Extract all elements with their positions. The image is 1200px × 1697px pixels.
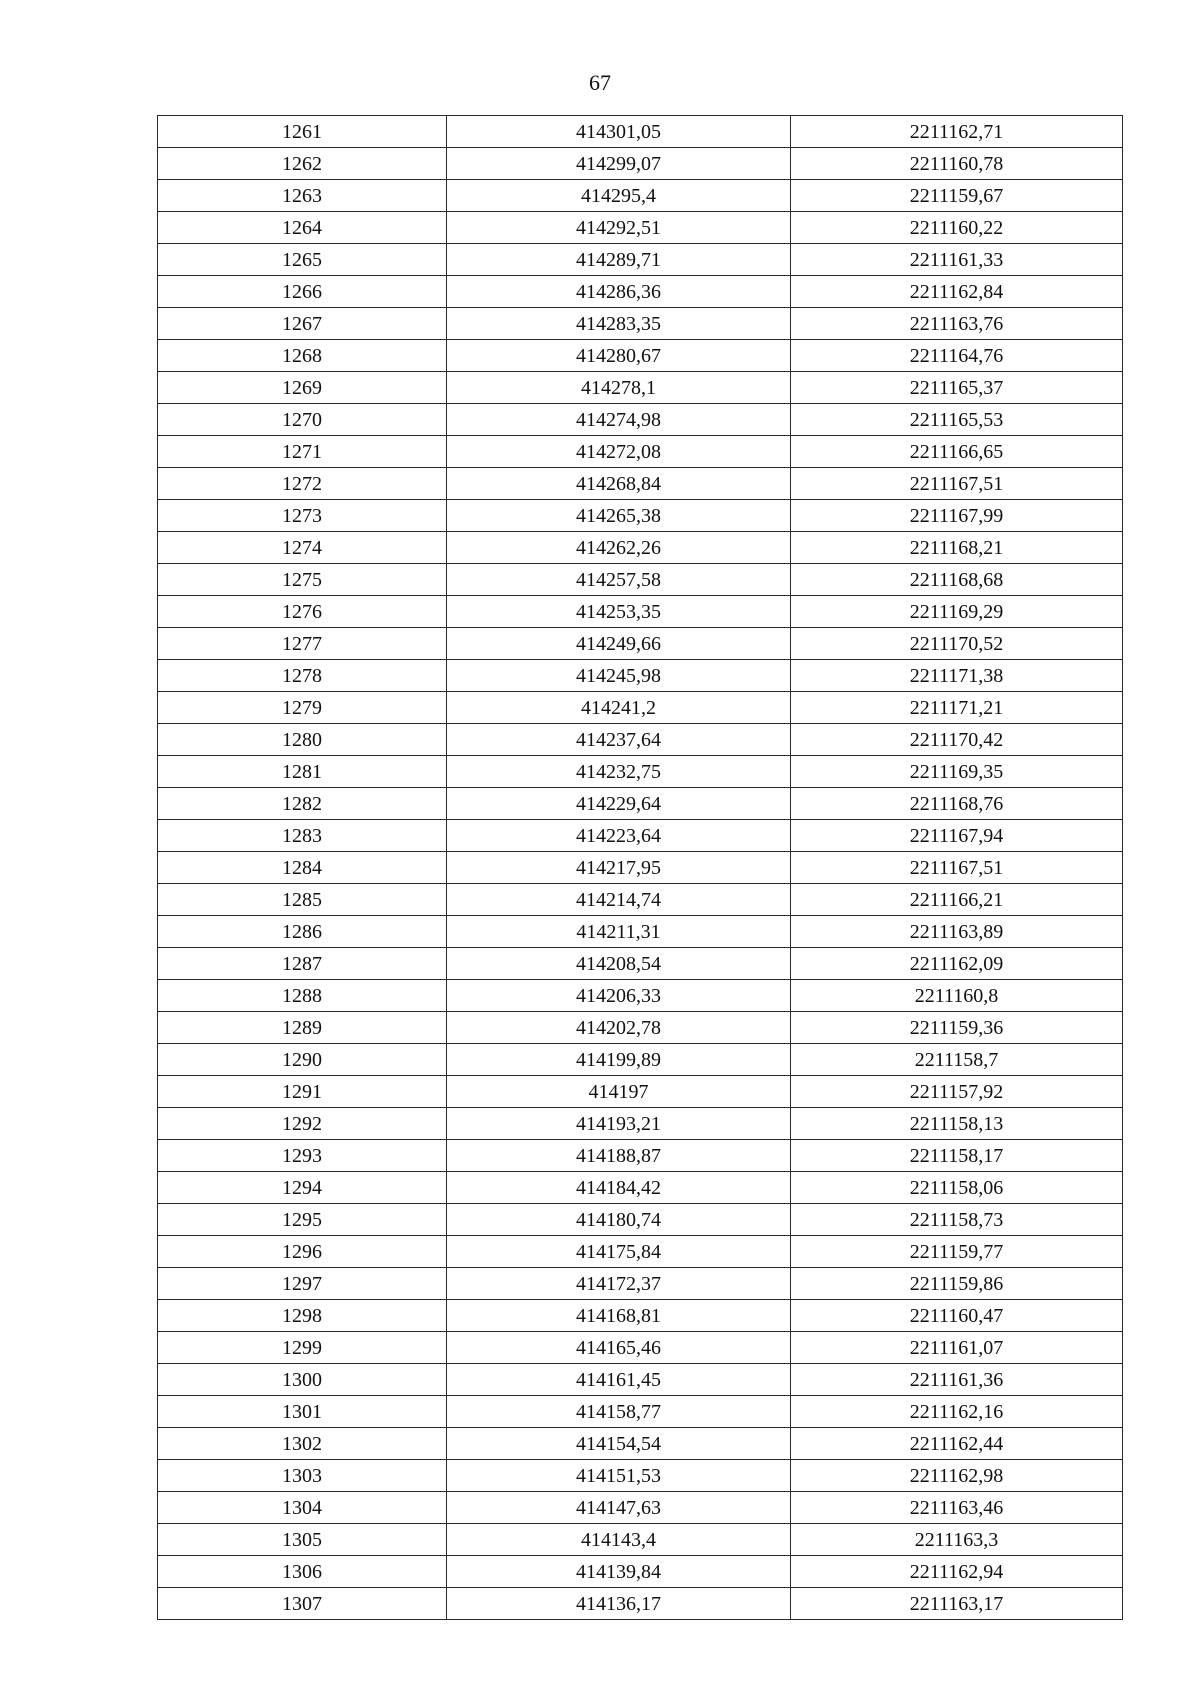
point-number-cell: 1289 — [158, 1012, 447, 1044]
table-row — [158, 724, 1123, 756]
point-number-cell: 1288 — [158, 980, 447, 1012]
y-coordinate-cell: 2211162,98 — [791, 1460, 1123, 1492]
y-coordinate-cell: 2211162,94 — [791, 1556, 1123, 1588]
point-number-cell: 1271 — [158, 436, 447, 468]
point-number-cell: 1274 — [158, 532, 447, 564]
y-coordinate-cell: 2211169,35 — [791, 756, 1123, 788]
x-coordinate-cell: 414151,53 — [447, 1460, 791, 1492]
x-coordinate-cell: 414241,2 — [447, 692, 791, 724]
point-number-cell: 1305 — [158, 1524, 447, 1556]
table-row — [158, 628, 1123, 660]
point-number-cell: 1262 — [158, 148, 447, 180]
y-coordinate-cell: 2211171,38 — [791, 660, 1123, 692]
y-coordinate-cell: 2211163,3 — [791, 1524, 1123, 1556]
table-row — [158, 244, 1123, 276]
y-coordinate-cell: 2211158,17 — [791, 1140, 1123, 1172]
y-coordinate-cell: 2211159,77 — [791, 1236, 1123, 1268]
point-number-cell: 1307 — [158, 1588, 447, 1620]
table-row — [158, 372, 1123, 404]
x-coordinate-cell: 414253,35 — [447, 596, 791, 628]
table-row — [158, 1044, 1123, 1076]
table-row — [158, 468, 1123, 500]
y-coordinate-cell: 2211163,17 — [791, 1588, 1123, 1620]
point-number-cell: 1303 — [158, 1460, 447, 1492]
table-row — [158, 1396, 1123, 1428]
point-number-cell: 1284 — [158, 852, 447, 884]
x-coordinate-cell: 414301,05 — [447, 116, 791, 148]
point-number-cell: 1296 — [158, 1236, 447, 1268]
table-row — [158, 916, 1123, 948]
y-coordinate-cell: 2211170,52 — [791, 628, 1123, 660]
x-coordinate-cell: 414168,81 — [447, 1300, 791, 1332]
table-row — [158, 1172, 1123, 1204]
point-number-cell: 1278 — [158, 660, 447, 692]
y-coordinate-cell: 2211158,7 — [791, 1044, 1123, 1076]
point-number-cell: 1306 — [158, 1556, 447, 1588]
point-number-cell: 1263 — [158, 180, 447, 212]
table-row — [158, 1076, 1123, 1108]
point-number-cell: 1290 — [158, 1044, 447, 1076]
y-coordinate-cell: 2211162,84 — [791, 276, 1123, 308]
point-number-cell: 1291 — [158, 1076, 447, 1108]
point-number-cell: 1298 — [158, 1300, 447, 1332]
x-coordinate-cell: 414199,89 — [447, 1044, 791, 1076]
page-number: 67 — [589, 70, 611, 95]
y-coordinate-cell: 2211162,09 — [791, 948, 1123, 980]
point-number-cell: 1272 — [158, 468, 447, 500]
y-coordinate-cell: 2211157,92 — [791, 1076, 1123, 1108]
x-coordinate-cell: 414136,17 — [447, 1588, 791, 1620]
y-coordinate-cell: 2211167,51 — [791, 468, 1123, 500]
coordinates-table — [157, 115, 1123, 1620]
table-row — [158, 276, 1123, 308]
table-row — [158, 1140, 1123, 1172]
y-coordinate-cell: 2211166,65 — [791, 436, 1123, 468]
coordinates-table-body — [158, 116, 1123, 1620]
table-row — [158, 1556, 1123, 1588]
y-coordinate-cell: 2211167,94 — [791, 820, 1123, 852]
y-coordinate-cell: 2211163,46 — [791, 1492, 1123, 1524]
table-row — [158, 884, 1123, 916]
y-coordinate-cell: 2211162,71 — [791, 116, 1123, 148]
x-coordinate-cell: 414280,67 — [447, 340, 791, 372]
x-coordinate-cell: 414184,42 — [447, 1172, 791, 1204]
point-number-cell: 1295 — [158, 1204, 447, 1236]
y-coordinate-cell: 2211160,47 — [791, 1300, 1123, 1332]
table-row — [158, 148, 1123, 180]
x-coordinate-cell: 414295,4 — [447, 180, 791, 212]
x-coordinate-cell: 414197 — [447, 1076, 791, 1108]
table-row — [158, 1300, 1123, 1332]
y-coordinate-cell: 2211160,22 — [791, 212, 1123, 244]
x-coordinate-cell: 414249,66 — [447, 628, 791, 660]
x-coordinate-cell: 414165,46 — [447, 1332, 791, 1364]
x-coordinate-cell: 414147,63 — [447, 1492, 791, 1524]
table-row — [158, 948, 1123, 980]
y-coordinate-cell: 2211161,36 — [791, 1364, 1123, 1396]
x-coordinate-cell: 414172,37 — [447, 1268, 791, 1300]
point-number-cell: 1301 — [158, 1396, 447, 1428]
y-coordinate-cell: 2211168,21 — [791, 532, 1123, 564]
table-row — [158, 596, 1123, 628]
y-coordinate-cell: 2211160,8 — [791, 980, 1123, 1012]
point-number-cell: 1299 — [158, 1332, 447, 1364]
point-number-cell: 1304 — [158, 1492, 447, 1524]
point-number-cell: 1287 — [158, 948, 447, 980]
y-coordinate-cell: 2211170,42 — [791, 724, 1123, 756]
point-number-cell: 1283 — [158, 820, 447, 852]
point-number-cell: 1281 — [158, 756, 447, 788]
x-coordinate-cell: 414217,95 — [447, 852, 791, 884]
y-coordinate-cell: 2211161,07 — [791, 1332, 1123, 1364]
point-number-cell: 1273 — [158, 500, 447, 532]
point-number-cell: 1269 — [158, 372, 447, 404]
y-coordinate-cell: 2211161,33 — [791, 244, 1123, 276]
y-coordinate-cell: 2211159,67 — [791, 180, 1123, 212]
y-coordinate-cell: 2211160,78 — [791, 148, 1123, 180]
y-coordinate-cell: 2211163,76 — [791, 308, 1123, 340]
y-coordinate-cell: 2211159,86 — [791, 1268, 1123, 1300]
y-coordinate-cell: 2211167,99 — [791, 500, 1123, 532]
x-coordinate-cell: 414208,54 — [447, 948, 791, 980]
y-coordinate-cell: 2211171,21 — [791, 692, 1123, 724]
x-coordinate-cell: 414188,87 — [447, 1140, 791, 1172]
point-number-cell: 1270 — [158, 404, 447, 436]
y-coordinate-cell: 2211162,16 — [791, 1396, 1123, 1428]
x-coordinate-cell: 414143,4 — [447, 1524, 791, 1556]
point-number-cell: 1267 — [158, 308, 447, 340]
point-number-cell: 1285 — [158, 884, 447, 916]
x-coordinate-cell: 414232,75 — [447, 756, 791, 788]
y-coordinate-cell: 2211158,06 — [791, 1172, 1123, 1204]
table-row — [158, 116, 1123, 148]
y-coordinate-cell: 2211158,73 — [791, 1204, 1123, 1236]
table-row — [158, 180, 1123, 212]
y-coordinate-cell: 2211159,36 — [791, 1012, 1123, 1044]
table-row — [158, 692, 1123, 724]
point-number-cell: 1266 — [158, 276, 447, 308]
x-coordinate-cell: 414272,08 — [447, 436, 791, 468]
table-row — [158, 852, 1123, 884]
table-row — [158, 1588, 1123, 1620]
x-coordinate-cell: 414257,58 — [447, 564, 791, 596]
table-row — [158, 820, 1123, 852]
x-coordinate-cell: 414245,98 — [447, 660, 791, 692]
table-row — [158, 404, 1123, 436]
table-row — [158, 1012, 1123, 1044]
x-coordinate-cell: 414211,31 — [447, 916, 791, 948]
point-number-cell: 1264 — [158, 212, 447, 244]
table-row — [158, 212, 1123, 244]
y-coordinate-cell: 2211168,76 — [791, 788, 1123, 820]
x-coordinate-cell: 414193,21 — [447, 1108, 791, 1140]
point-number-cell: 1302 — [158, 1428, 447, 1460]
point-number-cell: 1294 — [158, 1172, 447, 1204]
table-row — [158, 308, 1123, 340]
x-coordinate-cell: 414292,51 — [447, 212, 791, 244]
y-coordinate-cell: 2211166,21 — [791, 884, 1123, 916]
x-coordinate-cell: 414274,98 — [447, 404, 791, 436]
table-row — [158, 1460, 1123, 1492]
x-coordinate-cell: 414202,78 — [447, 1012, 791, 1044]
point-number-cell: 1275 — [158, 564, 447, 596]
x-coordinate-cell: 414154,54 — [447, 1428, 791, 1460]
y-coordinate-cell: 2211169,29 — [791, 596, 1123, 628]
x-coordinate-cell: 414262,26 — [447, 532, 791, 564]
x-coordinate-cell: 414175,84 — [447, 1236, 791, 1268]
x-coordinate-cell: 414268,84 — [447, 468, 791, 500]
x-coordinate-cell: 414283,35 — [447, 308, 791, 340]
table-row — [158, 1236, 1123, 1268]
x-coordinate-cell: 414206,33 — [447, 980, 791, 1012]
x-coordinate-cell: 414265,38 — [447, 500, 791, 532]
table-row — [158, 980, 1123, 1012]
table-row — [158, 788, 1123, 820]
y-coordinate-cell: 2211164,76 — [791, 340, 1123, 372]
point-number-cell: 1276 — [158, 596, 447, 628]
y-coordinate-cell: 2211162,44 — [791, 1428, 1123, 1460]
table-row — [158, 756, 1123, 788]
table-row — [158, 340, 1123, 372]
point-number-cell: 1261 — [158, 116, 447, 148]
point-number-cell: 1297 — [158, 1268, 447, 1300]
table-row — [158, 1428, 1123, 1460]
x-coordinate-cell: 414214,74 — [447, 884, 791, 916]
x-coordinate-cell: 414180,74 — [447, 1204, 791, 1236]
x-coordinate-cell: 414223,64 — [447, 820, 791, 852]
point-number-cell: 1279 — [158, 692, 447, 724]
table-row — [158, 564, 1123, 596]
y-coordinate-cell: 2211165,37 — [791, 372, 1123, 404]
x-coordinate-cell: 414299,07 — [447, 148, 791, 180]
table-row — [158, 532, 1123, 564]
table-row — [158, 500, 1123, 532]
table-row — [158, 660, 1123, 692]
table-row — [158, 1332, 1123, 1364]
x-coordinate-cell: 414139,84 — [447, 1556, 791, 1588]
point-number-cell: 1277 — [158, 628, 447, 660]
table-row — [158, 1524, 1123, 1556]
y-coordinate-cell: 2211165,53 — [791, 404, 1123, 436]
table-row — [158, 1364, 1123, 1396]
point-number-cell: 1280 — [158, 724, 447, 756]
point-number-cell: 1292 — [158, 1108, 447, 1140]
point-number-cell: 1265 — [158, 244, 447, 276]
point-number-cell: 1286 — [158, 916, 447, 948]
point-number-cell: 1300 — [158, 1364, 447, 1396]
y-coordinate-cell: 2211168,68 — [791, 564, 1123, 596]
x-coordinate-cell: 414158,77 — [447, 1396, 791, 1428]
table-row — [158, 1108, 1123, 1140]
table-row — [158, 436, 1123, 468]
x-coordinate-cell: 414237,64 — [447, 724, 791, 756]
x-coordinate-cell: 414229,64 — [447, 788, 791, 820]
point-number-cell: 1293 — [158, 1140, 447, 1172]
x-coordinate-cell: 414286,36 — [447, 276, 791, 308]
point-number-cell: 1282 — [158, 788, 447, 820]
x-coordinate-cell: 414161,45 — [447, 1364, 791, 1396]
x-coordinate-cell: 414289,71 — [447, 244, 791, 276]
point-number-cell: 1268 — [158, 340, 447, 372]
table-row — [158, 1492, 1123, 1524]
table-row — [158, 1268, 1123, 1300]
y-coordinate-cell: 2211163,89 — [791, 916, 1123, 948]
y-coordinate-cell: 2211158,13 — [791, 1108, 1123, 1140]
table-row — [158, 1204, 1123, 1236]
x-coordinate-cell: 414278,1 — [447, 372, 791, 404]
y-coordinate-cell: 2211167,51 — [791, 852, 1123, 884]
